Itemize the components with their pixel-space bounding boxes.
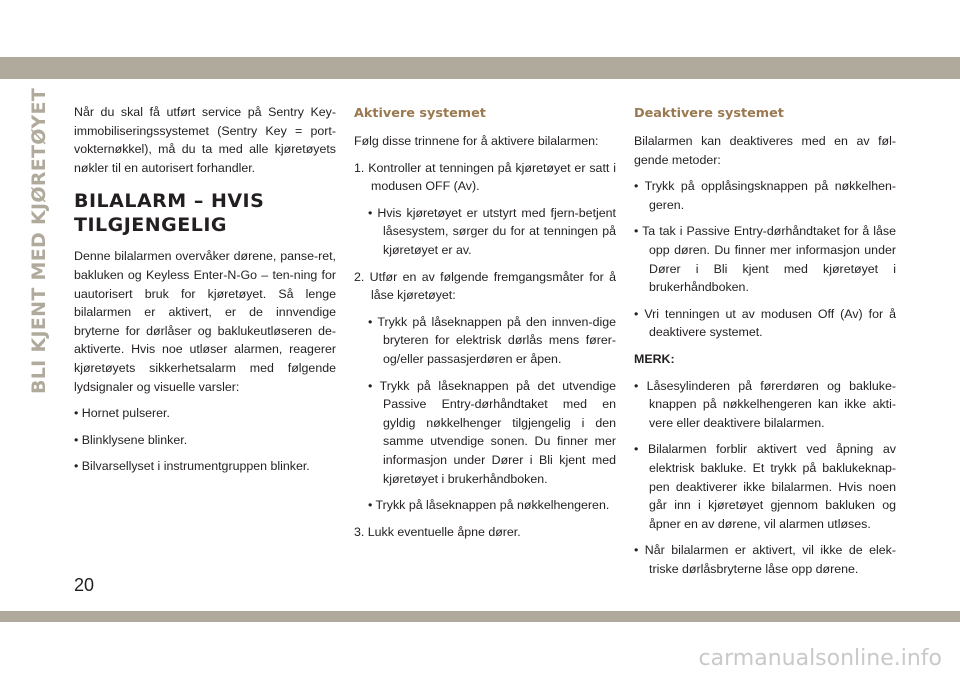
list-item: • Hornet pulserer. (74, 406, 170, 421)
note-item: • Låsesylinderen på førerdøren og bakluke-knappen på nøkkelhengeren kan ikke akti-vere eller deaktivere bilalarmen. (634, 378, 896, 430)
list-item: • Trykk på opplåsingsknappen på nøkkelhen-geren. (634, 179, 896, 212)
list-item: • Bilvarsellyset i instrumentgruppen blinker. (74, 459, 310, 474)
column-left (74, 103, 336, 484)
step-1: 1. Kontroller at tenningen på kjøretøyet er satt i modusen OFF (Av). (354, 160, 616, 194)
subheading-activate: Aktivere systemet (354, 106, 486, 121)
list-item: • Trykk på låseknappen på nøkkelhengeren. (368, 498, 610, 513)
top-band (0, 57, 960, 79)
activate-intro: Følg disse trinnene for å aktivere bilalarmen: (354, 134, 599, 148)
deactivate-intro: Bilalarmen kan deaktiveres med en av føl-gende metoder: (634, 134, 896, 167)
note-item: • Bilalarmen forblir aktivert ved åpning av elektrisk bakluke. Et trykk på baklukeknap-pen deaktiverer ikke bilalarmen. Hvis noen går inn i kjøretøyet gjennom bakluken og åpner en av dørene, vil alarmen utløses. (634, 442, 896, 531)
list-item: • Trykk på låseknappen på den innven-dige bryteren for elektrisk dørlås mens fører- og/eller passasjerdøren er åpen. (368, 314, 616, 366)
page-number: 20 (74, 575, 95, 595)
note-label: MERK: (634, 351, 675, 366)
list-item: • Vri tenningen ut av modusen Off (Av) for å deaktivere systemet. (634, 306, 896, 340)
note-item: • Når bilalarmen er aktivert, vil ikke de elek-triske dørlåsbryterne låse opp dørene. (634, 543, 896, 576)
list-item: • Ta tak i Passive Entry-dørhåndtaket for å låse opp døren. Du finner mer informasjon under Dører i Bli kjent med kjøretøyet i brukerhåndboken. (634, 224, 896, 295)
list-item: • Hvis kjøretøyet er utstyrt med fjern-betjent låsesystem, sørger du for at tenningen på kjøretøyet er av. (368, 205, 616, 257)
section-heading: BILALARM – HVIS TILGJENGELIG (74, 190, 265, 237)
intro-paragraph: Når du skal få utført service på Sentry Key-immobiliseringssystemet (Sentry Key = port-vokternøkkel), må du ta med alle kjøretøyets nøkler til en autorisert forhandler. (74, 105, 336, 175)
list-item: • Blinklysene blinker. (74, 432, 188, 447)
body-paragraph: Denne bilalarmen overvåker dørene, panse-ret, bakluken og Keyless Enter-N-Go – ten-ning for uautorisert bruk for kjøretøyet. Så lenge bilalarmen er aktivert, er de innvendige bryterne for dørlåser og baklukeutløseren de-aktiverte. Hvis noe utløser alarmen, reagerer kjøretøyets sikkerhetsalarm med følgende lydsignaler og visuelle varsler: (74, 249, 336, 394)
column-right (634, 103, 896, 586)
section-side-tab-label: BLI KJENT MED KJØRETØYET (28, 87, 50, 395)
column-middle (354, 103, 616, 549)
bottom-band (0, 611, 960, 622)
section-side-tab (22, 87, 56, 395)
subheading-deactivate: Deaktivere systemet (634, 106, 784, 121)
step-3: 3. Lukk eventuelle åpne dører. (354, 524, 521, 539)
watermark: carmanualsonline.info (698, 646, 942, 671)
list-item: • Trykk på låseknappen på det utvendige Passive Entry-dørhåndtaket med en gyldig nøkkelhenger tilgjengelig i den samme utvendige sonen. Du finner mer informasjon under Dører i Bli kjent med kjøretøyet i brukerhåndboken. (368, 378, 616, 486)
step-2: 2. Utfør en av følgende fremgangsmåter for å låse kjøretøyet: (354, 269, 616, 303)
